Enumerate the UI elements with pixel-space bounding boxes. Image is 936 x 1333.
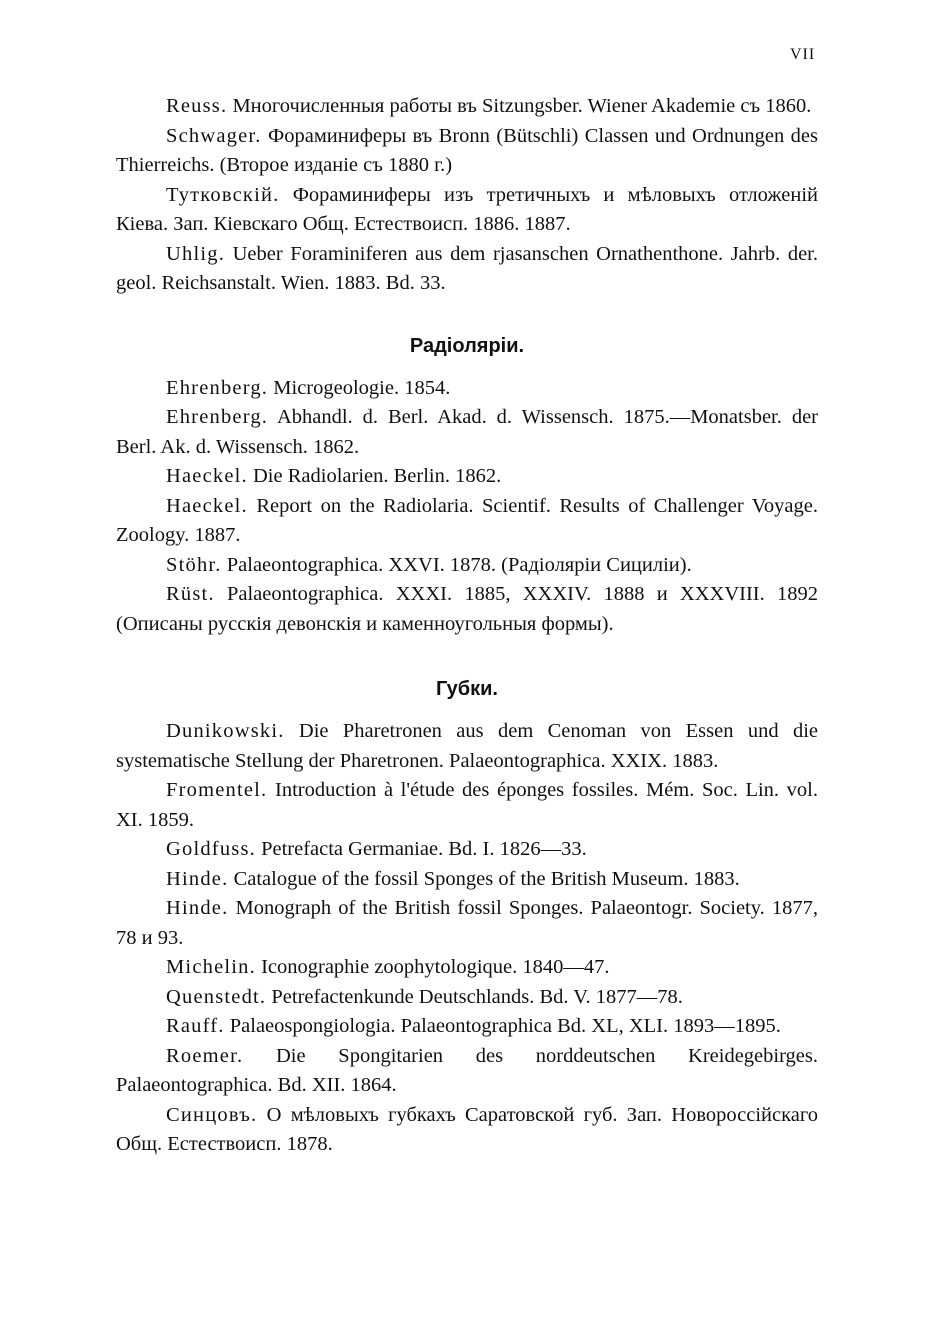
author-name: Michelin. [166, 956, 256, 978]
page-number: VII [790, 46, 816, 63]
reference-text: Introduction à l'étude des éponges fossiles. Mém. Soc. Lin. vol. XI. 1859. [116, 779, 818, 831]
section-sponges [116, 678, 818, 1160]
author-name: Ehrenberg. [166, 376, 269, 399]
reference-entry [116, 1042, 818, 1101]
reference-text: Фораминиферы въ Bronn (Bütschli) Classen und Ordnungen des Thierreichs. (Второе изданіе съ 1880 г.) [116, 124, 818, 176]
reference-text: Palaeontographica. XXVI. 1878. (Радіоляріи Сициліи). [221, 553, 692, 576]
reference-entry [116, 492, 818, 551]
author-name: Hinde. [166, 867, 229, 890]
author-name: Stöhr. [166, 553, 222, 576]
reference-entry [116, 551, 818, 581]
author-name: Ehrenberg. [166, 406, 269, 428]
author-name: Roemer. [166, 1044, 244, 1067]
reference-entry [116, 717, 818, 776]
author-name: Goldfuss. [166, 838, 256, 860]
reference-text: Die Radiolarien. Berlin. 1862. [247, 465, 502, 487]
author-name: Quenstedt. [166, 985, 267, 1008]
reference-entry [116, 374, 818, 404]
reference-text: О мѣловыхъ губкахъ Саратовской губ. Зап. Новороссійскаго Общ. Естествоисп. 1878. [116, 1103, 818, 1155]
reference-text: Palaeontographica. XXXI. 1885, XXXIV. 1888 и XXXVIII. 1892 (Описаны русскія девонскія и каменноугольныя формы). [116, 583, 818, 635]
reference-text: Petrefactenkunde Deutschlands. Bd. V. 1877—78. [266, 985, 683, 1008]
reference-text: Report on the Radiolaria. Scientif. Results of Challenger Voyage. Zoology. 1887. [116, 494, 818, 546]
author-name: Haeckel. [166, 494, 248, 517]
author-name: Hinde. [166, 897, 229, 919]
bibliography [116, 92, 818, 1160]
section-radiolaria [116, 335, 818, 640]
reference-entry [116, 462, 818, 492]
reference-text: Monograph of the British fossil Sponges. Palaeontogr. Society. 1877, 78 и 93. [116, 897, 818, 949]
reference-text: Microgeologie. 1854. [268, 376, 451, 399]
reference-entry [116, 403, 818, 462]
reference-entry [116, 240, 818, 299]
reference-entry [116, 92, 818, 122]
section-heading-radiolaria: Радіоляріи. [409, 334, 525, 357]
author-name: Rauff. [166, 1015, 225, 1037]
reference-entry [116, 181, 818, 240]
author-name: Тутковскій. [166, 183, 280, 206]
reference-text: Многочисленныя работы въ Sitzungsber. Wiener Akademie съ 1860. [227, 95, 812, 117]
author-name: Синцовъ. [166, 1103, 258, 1126]
author-name: Fromentel. [166, 779, 268, 801]
reference-entry [116, 894, 818, 953]
reference-entry [116, 865, 818, 895]
section-foraminifera [116, 92, 818, 299]
reference-entry [116, 953, 818, 983]
reference-entry [116, 122, 818, 181]
reference-text: Ueber Foraminiferen aus dem rjasanschen Ornathenthone. Jahrb. der. geol. Reichsanstalt. Wien. 1883. Bd. 33. [116, 242, 818, 294]
reference-text: Catalogue of the fossil Sponges of the British Museum. 1883. [228, 867, 740, 890]
author-name: Schwager. [166, 124, 262, 147]
reference-entry [116, 580, 818, 639]
reference-entry [116, 835, 818, 865]
author-name: Reuss. [166, 95, 228, 117]
reference-text: Die Spongitarien des norddeutschen Kreidegebirges. Palaeontographica. Bd. XII. 1864. [116, 1044, 818, 1096]
reference-entry [116, 1012, 818, 1042]
reference-text: Фораминиферы изъ третичныхъ и мѣловыхъ отложеній Кіева. Зап. Кіевскаго Общ. Естествоисп. 1886. 1887. [116, 183, 818, 235]
reference-text: Abhandl. d. Berl. Akad. d. Wissensch. 1875.—Monatsber. der Berl. Ak. d. Wissensch. 1862. [116, 406, 818, 458]
reference-text: Iconographie zoophytologique. 1840—47. [255, 956, 610, 978]
author-name: Uhlig. [166, 242, 226, 265]
reference-text: Palaeospongiologia. Palaeontographica Bd. XL, XLI. 1893—1895. [224, 1015, 781, 1037]
reference-entry [116, 776, 818, 835]
section-heading-sponges: Губки. [436, 678, 498, 700]
author-name: Rüst. [166, 583, 215, 605]
reference-text: Petrefacta Germaniae. Bd. I. 1826—33. [255, 838, 587, 860]
author-name: Haeckel. [166, 465, 248, 487]
reference-entry [116, 983, 818, 1013]
author-name: Dunikowski. [166, 720, 285, 742]
reference-entry [116, 1101, 818, 1160]
reference-text: Die Pharetronen aus dem Cenoman von Essen und die systematische Stellung der Pharetronen. Palaeontographica. XXIX. 1883. [116, 720, 818, 772]
